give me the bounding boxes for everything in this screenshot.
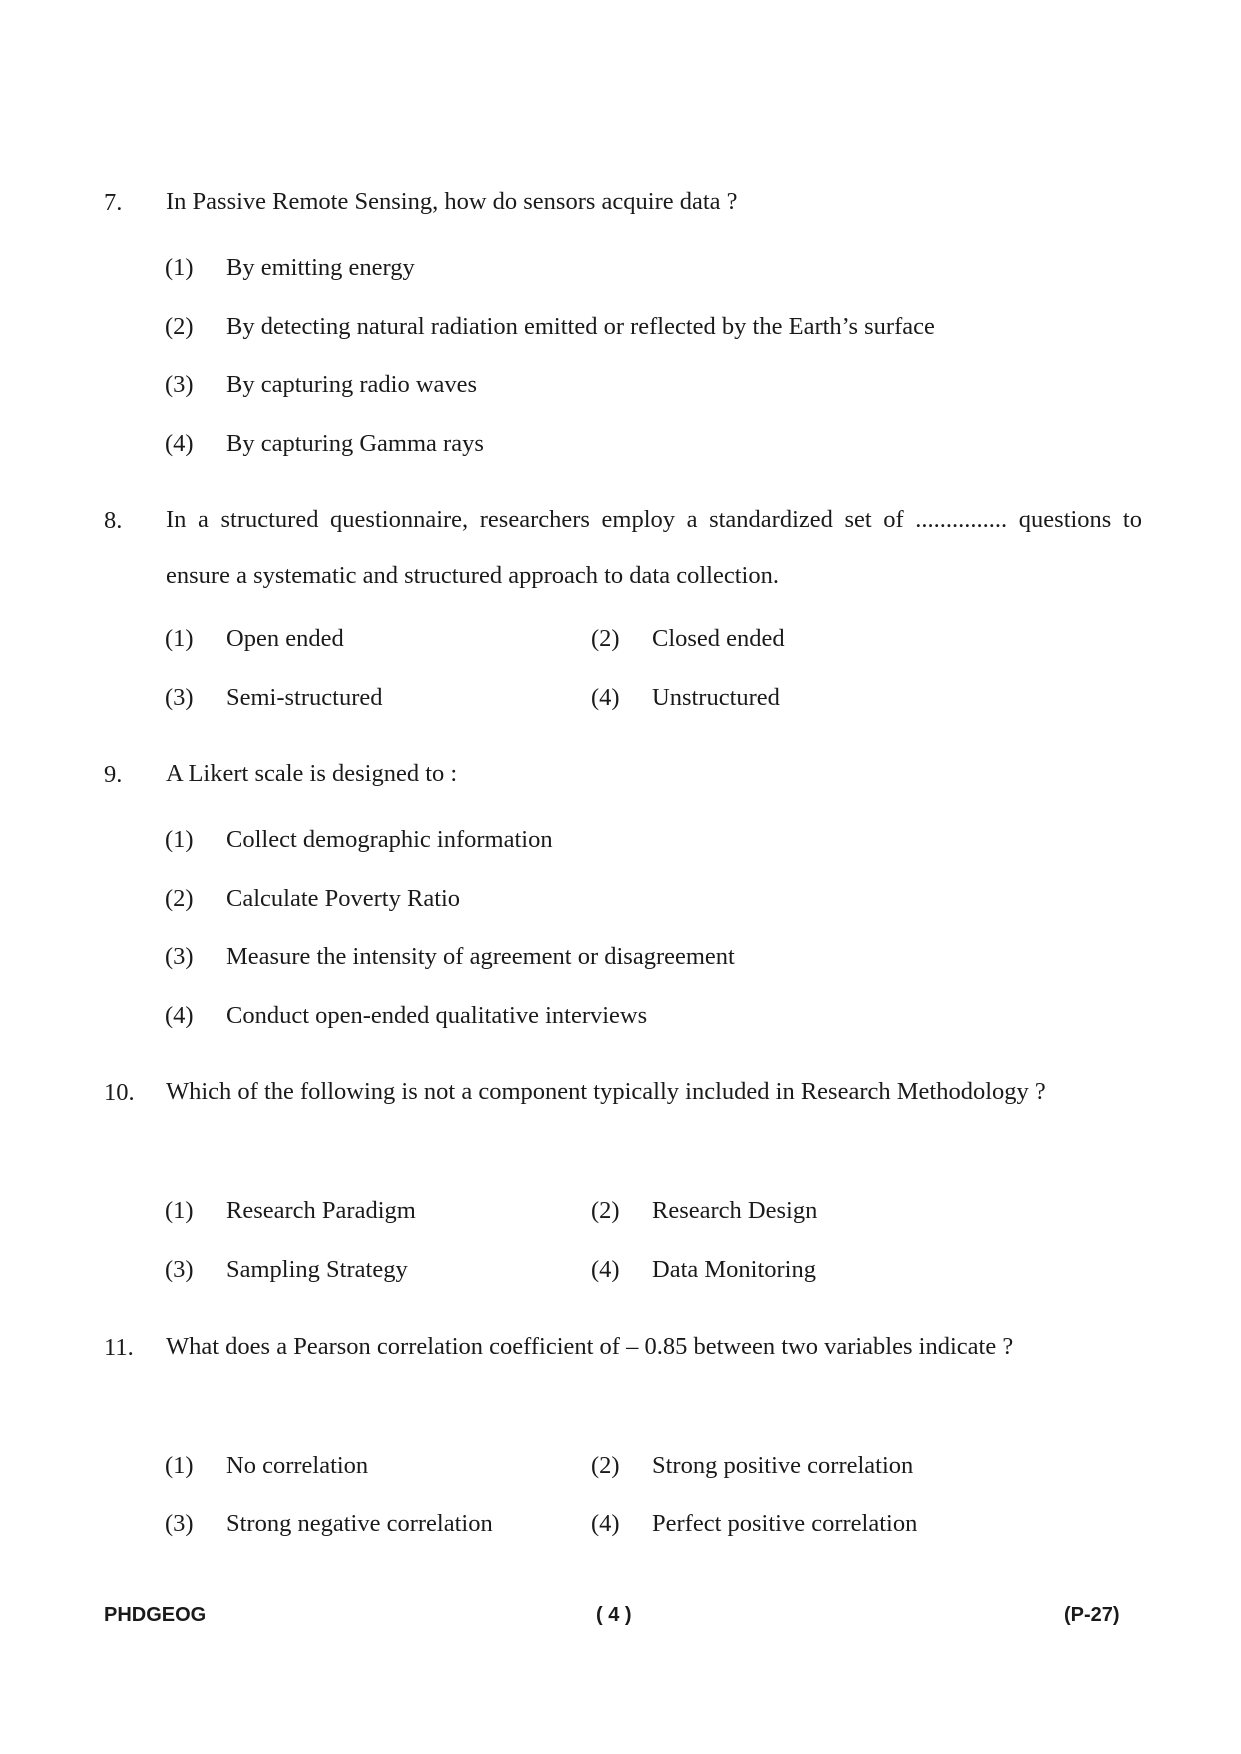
option-label: Open ended bbox=[226, 625, 344, 652]
footer-set-code: (P-27) bbox=[1064, 1604, 1120, 1626]
option-number: (3) bbox=[165, 1510, 194, 1537]
question-number: 8. bbox=[104, 507, 123, 534]
option-label: Research Paradigm bbox=[226, 1197, 416, 1224]
option-label: By detecting natural radiation emitted or reflected by the Earth’s surface bbox=[226, 313, 935, 340]
question-text: In Passive Remote Sensing, how do sensors acquire data ? bbox=[166, 188, 738, 215]
option-number: (3) bbox=[165, 371, 194, 398]
question-number: 7. bbox=[104, 189, 123, 216]
option-label: Calculate Poverty Ratio bbox=[226, 885, 461, 912]
option-label: Measure the intensity of agreement or disagreement bbox=[226, 943, 735, 970]
option-number: (4) bbox=[165, 1002, 194, 1029]
option-label: Semi-structured bbox=[226, 684, 383, 711]
footer-page-number: ( 4 ) bbox=[596, 1604, 632, 1626]
option-label: Strong positive correlation bbox=[652, 1452, 914, 1479]
option-number: (4) bbox=[591, 1510, 620, 1537]
option-number: (2) bbox=[591, 625, 620, 652]
option-label: By capturing radio waves bbox=[226, 371, 478, 398]
option-number: (2) bbox=[165, 885, 194, 912]
option-number: (1) bbox=[165, 625, 194, 652]
question-number: 10. bbox=[104, 1079, 135, 1106]
option-number: (2) bbox=[165, 313, 194, 340]
option-label: Strong negative correlation bbox=[226, 1510, 493, 1537]
option-label: No correlation bbox=[226, 1452, 369, 1479]
option-label: Conduct open-ended qualitative interviews bbox=[226, 1002, 648, 1029]
question-text: Which of the following is not a component typically included in Research Methodology ? bbox=[166, 1078, 1046, 1105]
option-number: (4) bbox=[165, 430, 194, 457]
option-number: (2) bbox=[591, 1452, 620, 1479]
option-label: Closed ended bbox=[652, 625, 785, 652]
option-label: Data Monitoring bbox=[652, 1256, 816, 1283]
option-label: Sampling Strategy bbox=[226, 1256, 408, 1283]
question-text: What does a Pearson correlation coefficient of – 0.85 between two variables indicate ? bbox=[166, 1333, 1014, 1360]
option-number: (3) bbox=[165, 1256, 194, 1283]
option-label: Unstructured bbox=[652, 684, 780, 711]
option-number: (3) bbox=[165, 943, 194, 970]
option-label: By emitting energy bbox=[226, 254, 415, 281]
option-label: Perfect positive correlation bbox=[652, 1510, 918, 1537]
option-label: Research Design bbox=[652, 1197, 818, 1224]
option-number: (1) bbox=[165, 1197, 194, 1224]
question-number: 9. bbox=[104, 761, 123, 788]
option-number: (4) bbox=[591, 1256, 620, 1283]
question-number: 11. bbox=[104, 1334, 134, 1361]
option-label: Collect demographic information bbox=[226, 826, 553, 853]
option-number: (1) bbox=[165, 254, 194, 281]
option-number: (1) bbox=[165, 826, 194, 853]
option-number: (2) bbox=[591, 1197, 620, 1224]
footer-paper-code: PHDGEOG bbox=[104, 1604, 207, 1626]
option-label: By capturing Gamma rays bbox=[226, 430, 484, 457]
option-number: (3) bbox=[165, 684, 194, 711]
option-number: (1) bbox=[165, 1452, 194, 1479]
question-text: A Likert scale is designed to : bbox=[166, 760, 458, 787]
question-text: In a structured questionnaire, researchers employ a standardized set of ............... questions to ensure a systematic and structured approach to data collection. bbox=[166, 506, 1142, 589]
option-number: (4) bbox=[591, 684, 620, 711]
